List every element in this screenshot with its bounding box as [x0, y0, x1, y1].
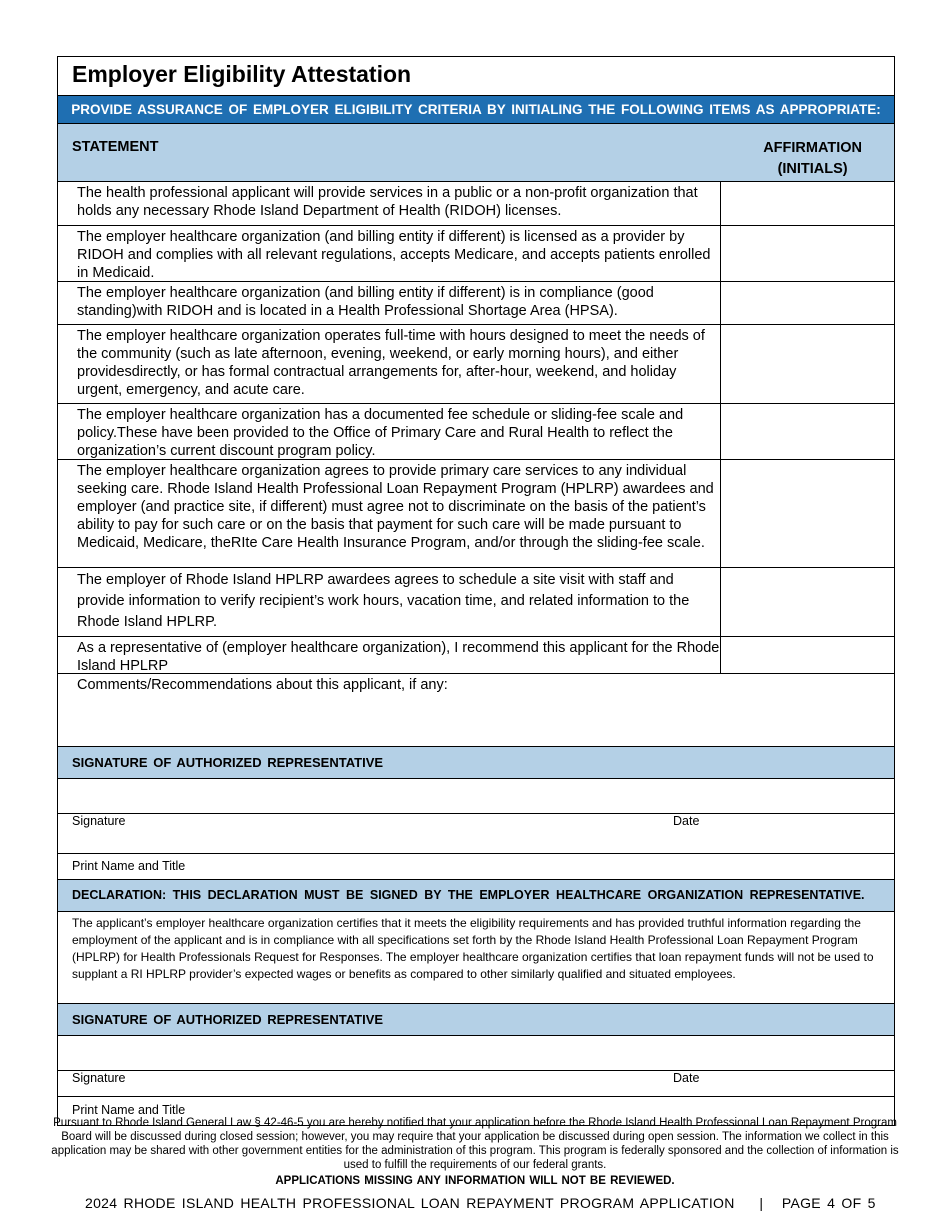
- signature-input-area[interactable]: [58, 779, 894, 814]
- initials-field[interactable]: [721, 226, 894, 281]
- table-row: [58, 460, 894, 568]
- print-name-label: Print Name and Title: [72, 1103, 186, 1117]
- initials-field[interactable]: [721, 404, 894, 459]
- statement-text: The employer healthcare organization has a documented fee schedule or sliding-fee scale and policy.These have been provided to the Office of Primary Care and Rural Health to reflect the organization’s current discount program policy.: [58, 404, 721, 459]
- table-row: [58, 568, 894, 637]
- signature-section-header: SIGNATURE OF AUTHORIZED REPRESENTATIVE: [58, 747, 894, 779]
- page-footer: 2024 RHODE ISLAND HEALTH PROFESSIONAL LOAN REPAYMENT PROGRAM APPLICATION | PAGE 4 OF 5: [85, 1195, 876, 1211]
- signature-label: Signature: [72, 1071, 126, 1085]
- signature-date-line[interactable]: [58, 814, 894, 854]
- print-name-label: Print Name and Title: [72, 859, 186, 873]
- missing-info-warning: APPLICATIONS MISSING ANY INFORMATION WILL NOT BE REVIEWED.: [275, 1175, 675, 1187]
- print-name-line[interactable]: [58, 854, 894, 880]
- declaration-text: The applicant’s employer healthcare organization certifies that it meets the eligibility requirements and has provided truthful information regarding the employment of the applicant and is in compliance with all specifications set forth by the Rhode Island Health Professional Loan Repayment Program (HPLRP) for Health Professionals Request for Responses. The employer healthcare organization certifies that loan repayment funds will not be used to supplant a RI HPLRP provider’s expected wages or benefits as compared to other similarly qualified and situated employees.: [58, 912, 894, 1004]
- statement-text: The health professional applicant will provide services in a public or a non-profit organization that holds any necessary Rhode Island Department of Health (RIDOH) licenses.: [58, 182, 721, 225]
- initials-field[interactable]: [721, 637, 894, 673]
- comments-label: Comments/Recommendations about this applicant, if any:: [77, 677, 448, 693]
- affirmation-header-line2: (INITIALS): [777, 161, 848, 177]
- statement-text: The employer healthcare organization (and billing entity if different) is licensed as a provider by RIDOH and complies with all relevant regulations, accepts Medicare, and accepts patients enrolled in Medicaid.: [58, 226, 721, 281]
- instruction-bar: PROVIDE ASSURANCE OF EMPLOYER ELIGIBILITY CRITERIA BY INITIALING THE FOLLOWING ITEMS AS APPROPRIATE:: [58, 96, 894, 124]
- table-row: [58, 182, 894, 226]
- statement-text: The employer of Rhode Island HPLRP awardees agrees to schedule a site visit with staff and provide information to verify recipient’s work hours, vacation time, and related information to the Rhode Island HPLRP.: [58, 568, 721, 636]
- notice-text: Pursuant to Rhode Island General Law § 42-46-5 you are hereby notified that your application before the Rhode Island Health Professional Loan Repayment Program Board will be discussed during closed session; however, you may require that your application be discussed during open session. The information we collect in this application may be shared with other government entities for the administration of this program. This program is federally sponsored and the collection of information is used to fulfill the requirements of our federal grants.: [51, 1117, 899, 1171]
- declaration-header: DECLARATION: THIS DECLARATION MUST BE SIGNED BY THE EMPLOYER HEALTHCARE ORGANIZATION REPRESENTATIVE.: [58, 880, 894, 912]
- page-title: Employer Eligibility Attestation: [58, 57, 894, 96]
- table-row: [58, 282, 894, 325]
- initials-field[interactable]: [721, 282, 894, 324]
- statement-text: As a representative of (employer healthcare organization), I recommend this applicant for the Rhode Island HPLRP: [58, 637, 721, 673]
- initials-field[interactable]: [721, 325, 894, 403]
- signature-section-header: SIGNATURE OF AUTHORIZED REPRESENTATIVE: [58, 1004, 894, 1036]
- signature-label: Signature: [72, 814, 126, 828]
- table-row: [58, 325, 894, 404]
- date-label: Date: [673, 1071, 700, 1085]
- comments-field[interactable]: [58, 674, 894, 747]
- legal-notice: [40, 1116, 910, 1188]
- table-row: [58, 404, 894, 460]
- table-row: [58, 226, 894, 282]
- initials-field[interactable]: [721, 182, 894, 225]
- statement-text: The employer healthcare organization agrees to provide primary care services to any individual seeking care. Rhode Island Health Professional Loan Repayment Program (HPLRP) awardees and employer (and practice site, if different) must agree not to discriminate on the basis of the patient’s ability to pay for such care or on the basis that payment for such care will be made pursuant to Medicaid, Medicare, theRIte Care Health Insurance Program, and/or through the sliding-fee scale.: [58, 460, 721, 567]
- signature-date-line[interactable]: [58, 1071, 894, 1097]
- table-header: [58, 124, 894, 182]
- affirmation-header: [763, 138, 862, 180]
- attestation-form: [57, 56, 895, 1126]
- statement-text: The employer healthcare organization (and billing entity if different) is in compliance (good standing)with RIDOH and is located in a Health Professional Shortage Area (HPSA).: [58, 282, 721, 324]
- initials-field[interactable]: [721, 568, 894, 636]
- statement-header: STATEMENT: [72, 139, 159, 155]
- affirmation-header-line1: AFFIRMATION: [763, 140, 862, 156]
- table-row: [58, 637, 894, 674]
- date-label: Date: [673, 814, 700, 828]
- initials-field[interactable]: [721, 460, 894, 567]
- signature-input-area[interactable]: [58, 1036, 894, 1071]
- statement-text: The employer healthcare organization operates full-time with hours designed to meet the needs of the community (such as late afternoon, evening, weekend, or early morning hours), and either providesdirectly, or has formal contractual arrangements for, after-hour, weekend, and holiday urgent, emergency, and acute care.: [58, 325, 721, 403]
